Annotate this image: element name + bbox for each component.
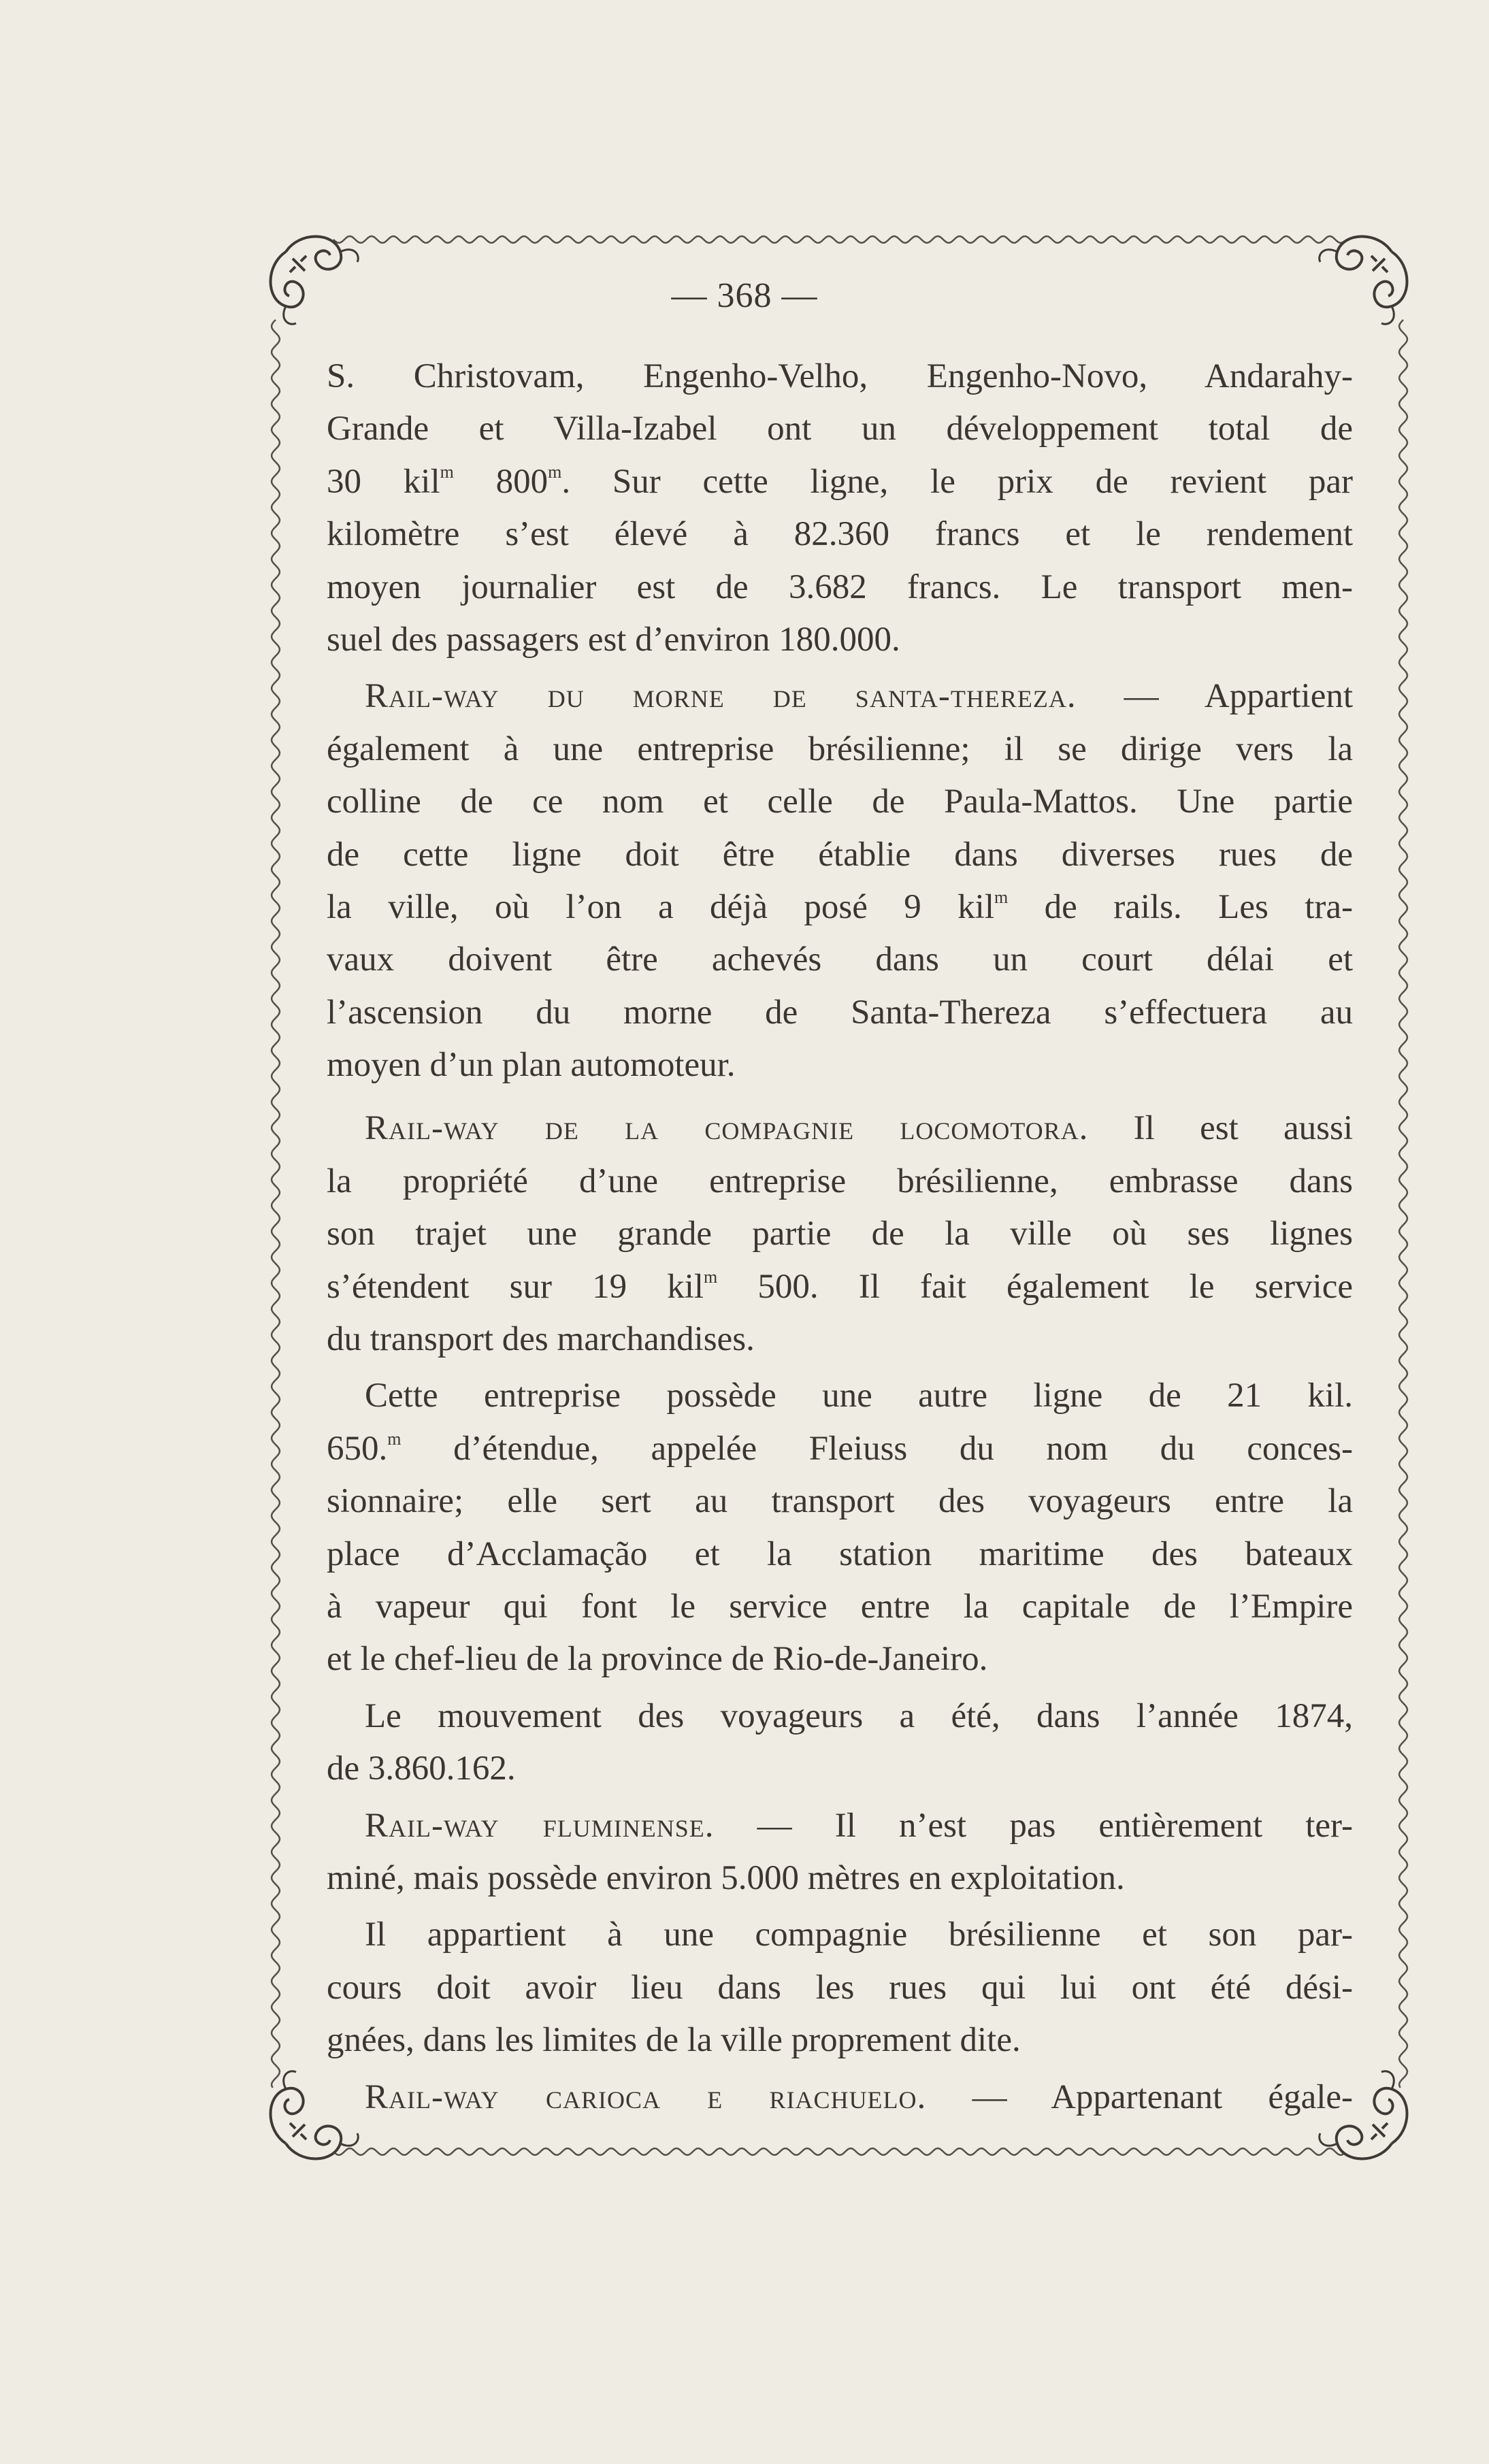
text-run: la propriété d’une entreprise brésilienne, embrasse dans xyxy=(327,1162,1353,1200)
paragraph xyxy=(327,1370,1353,1686)
text-line xyxy=(327,776,1353,828)
text-line xyxy=(327,1528,1353,1581)
text-line xyxy=(327,1962,1353,2014)
text-line xyxy=(327,1313,1353,1366)
text-run: suel des passagers est d’environ 180.000. xyxy=(327,620,900,659)
text-line xyxy=(327,1800,1353,1852)
text-line xyxy=(327,1633,1353,1686)
text-line xyxy=(327,1155,1353,1208)
text-run: — Il n’est pas entièrement ter- xyxy=(714,1806,1354,1845)
bottom-wavy-rule xyxy=(333,2148,1344,2155)
text-line xyxy=(327,456,1353,508)
text-line xyxy=(327,723,1353,776)
superscript: m xyxy=(387,1428,402,1449)
text-run: vaux doivent être achevés dans un court délai et xyxy=(327,940,1353,979)
text-line xyxy=(327,670,1353,723)
text-run: la ville, où l’on a déjà posé 9 kil xyxy=(327,887,995,926)
text-line xyxy=(327,1261,1353,1313)
text-run: colline de ce nom et celle de Paula-Mattos. Une partie xyxy=(327,783,1353,821)
text-run: kilomètre s’est élevé à 82.360 francs et le rendement xyxy=(327,515,1353,554)
text-line xyxy=(327,1743,1353,1795)
paragraph xyxy=(327,670,1353,1091)
text-run: l’ascension du morne de Santa-Thereza s’effectuera au xyxy=(327,993,1353,1032)
text-run: moyen journalier est de 3.682 francs. Le transport men- xyxy=(327,568,1353,606)
text-run: Le mouvement des voyageurs a été, dans l’année 1874, xyxy=(365,1696,1353,1735)
paragraph xyxy=(327,1909,1353,2067)
text-line xyxy=(327,1909,1353,1961)
superscript: m xyxy=(704,1266,718,1287)
text-run: moyen d’un plan automoteur. xyxy=(327,1046,736,1085)
text-run: S. Christovam, Engenho-Velho, Engenho-Novo, Andarahy- xyxy=(327,357,1353,395)
text-line xyxy=(327,403,1353,455)
text-run: également à une entreprise brésilienne; il se dirige vers la xyxy=(327,729,1353,768)
paragraph xyxy=(327,1800,1353,1905)
text-run: gnées, dans les limites de la ville proprement dite. xyxy=(327,2021,1021,2060)
page-number: — 368 — xyxy=(671,276,818,315)
text-run: miné, mais possède environ 5.000 mètres en exploitation. xyxy=(327,1858,1125,1897)
superscript: m xyxy=(548,461,562,482)
text-run: de rails. Les tra- xyxy=(1008,887,1353,926)
text-line xyxy=(327,1423,1353,1475)
superscript: m xyxy=(994,887,1009,907)
paragraph xyxy=(327,1690,1353,1796)
superscript: m xyxy=(440,461,454,482)
text-run: sionnaire; elle sert au transport des voyageurs entre la xyxy=(327,1482,1353,1521)
text-line xyxy=(327,350,1353,403)
text-run: son trajet une grande partie de la ville où ses lignes xyxy=(327,1215,1353,1253)
text-line xyxy=(327,2014,1353,2067)
text-line xyxy=(327,561,1353,614)
text-line xyxy=(327,934,1353,986)
section-heading: Rail-way carioca e riachuelo. xyxy=(365,2077,927,2116)
text-run: de 3.860.162. xyxy=(327,1750,516,1788)
text-run: à vapeur qui font le service entre la capitale de l’Empire xyxy=(327,1587,1353,1626)
text-run: cours doit avoir lieu dans les rues qui lui ont été dési- xyxy=(327,1968,1353,2007)
text-line xyxy=(327,987,1353,1039)
text-run: 800 xyxy=(453,462,549,501)
text-line xyxy=(327,1208,1353,1260)
top-wavy-rule xyxy=(333,236,1344,243)
text-line xyxy=(327,1039,1353,1091)
text-run: 30 kil xyxy=(327,462,440,501)
text-run: et le chef-lieu de la province de Rio-de-Janeiro. xyxy=(327,1640,988,1679)
text-run: Il est aussi xyxy=(1088,1109,1353,1148)
right-wavy-rule xyxy=(1399,320,1407,2088)
text-line xyxy=(327,1581,1353,1633)
paragraph xyxy=(327,350,1353,666)
text-line xyxy=(327,508,1353,561)
text-run: Grande et Villa-Izabel ont un développement total de xyxy=(327,410,1353,448)
section-heading: Rail-way de la compagnie locomotora. xyxy=(365,1109,1089,1148)
text-run: place d’Acclamação et la station maritime des bateaux xyxy=(327,1534,1353,1573)
text-line xyxy=(327,2071,1353,2124)
text-run: Cette entreprise possède une autre ligne de 21 kil. xyxy=(365,1377,1353,1415)
text-line xyxy=(327,881,1353,934)
paragraph xyxy=(327,2071,1353,2124)
body-text xyxy=(327,350,1353,2124)
text-run: — Appartenant égale- xyxy=(926,2077,1353,2116)
text-run: de cette ligne doit être établie dans diverses rues de xyxy=(327,835,1353,874)
text-run: du transport des marchandises. xyxy=(327,1320,755,1359)
text-run: s’étendent sur 19 kil xyxy=(327,1267,704,1306)
text-line xyxy=(327,1102,1353,1155)
text-line xyxy=(327,1690,1353,1743)
text-line xyxy=(327,829,1353,881)
text-line xyxy=(327,614,1353,666)
text-run: . Sur cette ligne, le prix de revient par xyxy=(561,462,1353,501)
section-heading: Rail-way du morne de santa-thereza. xyxy=(365,677,1077,716)
text-run: d’étendue, appelée Fleiuss du nom du conces- xyxy=(401,1429,1353,1468)
paragraph xyxy=(327,1102,1353,1366)
text-run: Il appartient à une compagnie brésilienne et son par- xyxy=(365,1916,1353,1954)
text-run: 650. xyxy=(327,1429,388,1468)
left-wavy-rule xyxy=(272,320,280,2088)
text-run: — Appartient xyxy=(1076,677,1353,716)
section-heading: Rail-way fluminense. xyxy=(365,1806,715,1845)
text-line xyxy=(327,1475,1353,1528)
text-run: 500. Il fait également le service xyxy=(717,1267,1353,1306)
text-line xyxy=(327,1852,1353,1905)
text-line xyxy=(327,1370,1353,1422)
